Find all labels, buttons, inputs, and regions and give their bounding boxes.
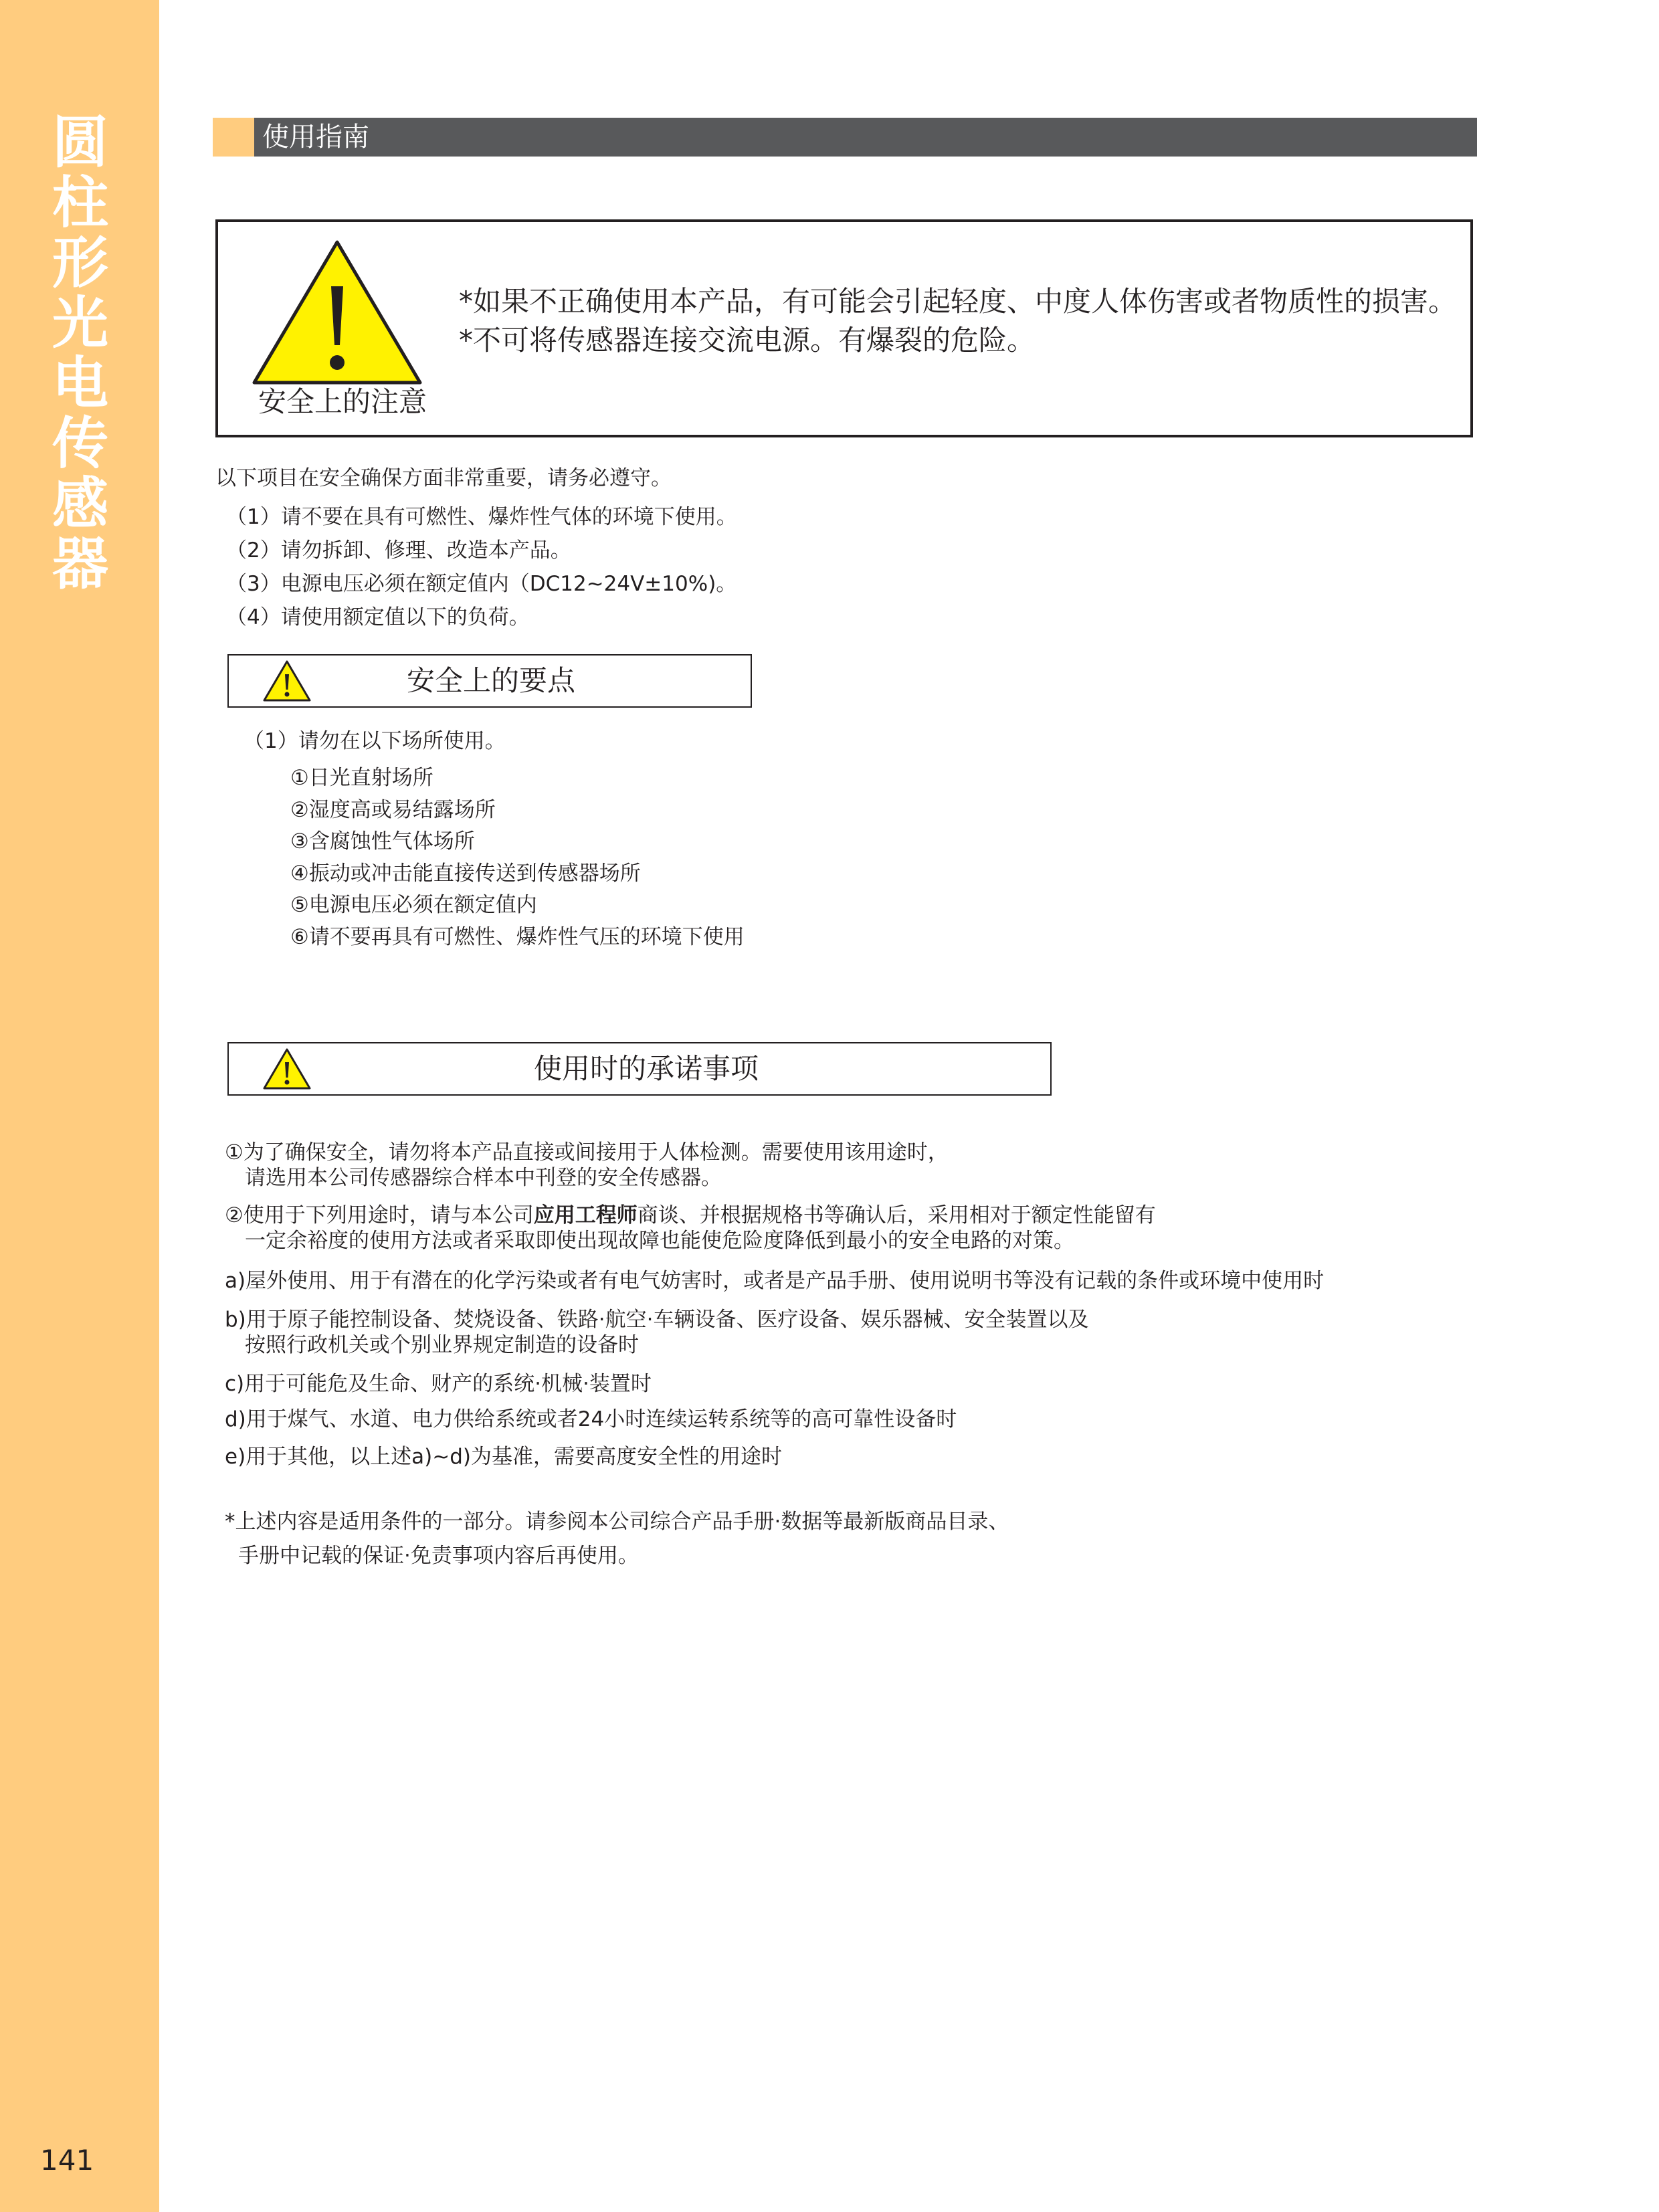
usage-item-b-line-1: b)用于原子能控制设备、焚烧设备、铁路·航空·车辆设备、医疗设备、娱乐器械、安全装置以及	[225, 1308, 1089, 1332]
note-line-1: *上述内容是适用条件的一部分。请参阅本公司综合产品手册·数据等最新版商品目录、	[225, 1510, 1009, 1534]
list-item: ⑤电源电压必须在额定值内	[290, 893, 537, 918]
list-item: ①日光直射场所	[290, 766, 433, 790]
list-item: （4）请使用额定值以下的负荷。	[226, 605, 530, 629]
list-item: （2）请勿拆卸、修理、改造本产品。	[226, 538, 571, 563]
usage-item-1-line-2: 请选用本公司传感器综合样本中刊登的安全传感器。	[245, 1166, 722, 1190]
list-item: ②湿度高或易结露场所	[290, 797, 496, 822]
usage-item-1-line-1: ①为了确保安全，请勿将本产品直接或间接用于人体检测。需要使用该用途时，	[225, 1140, 949, 1165]
usage-item-e: e)用于其他，以上述a)~d)为基准，需要高度安全性的用途时	[225, 1445, 783, 1469]
warning-box	[215, 219, 1473, 437]
usage-box	[227, 1042, 1052, 1096]
usage-item-c: c)用于可能危及生命、财产的系统·机械·装置时	[225, 1372, 652, 1396]
page-number: 141	[40, 2144, 94, 2177]
list-item: ④振动或冲击能直接传送到传感器场所	[290, 861, 641, 886]
usage-item-d: d)用于煤气、水道、电力供给系统或者24小时连续运转系统等的高可靠性设备时	[225, 1407, 957, 1431]
list-item: ⑥请不要再具有可燃性、爆炸性气压的环境下使用	[290, 924, 745, 949]
list-item: ③含腐蚀性气体场所	[290, 829, 475, 854]
usage-label: 使用时的承诺事项	[534, 1052, 759, 1085]
warning-line-1: *如果不正确使用本产品，有可能会引起轻度、中度人体伤害或者物质性的损害。	[459, 285, 1457, 318]
usage-item-a: a)屋外使用、用于有潜在的化学污染或者有电气妨害时，或者是产品手册、使用说明书等没有记载的条件或环境中使用时	[225, 1269, 1325, 1293]
list-item: （1）请不要在具有可燃性、爆炸性气体的环境下使用。	[226, 505, 737, 529]
warning-line-2: *不可将传感器连接交流电源。有爆裂的危险。	[459, 324, 1036, 357]
list-item: （3）电源电压必须在额定值内（DC12~24V±10%)。	[226, 572, 737, 596]
rule-list	[226, 500, 737, 634]
warning-triangle-icon	[250, 238, 424, 387]
usage-item-b-line-2: 按照行政机关或个别业界规定制造的设备时	[245, 1333, 639, 1357]
usage-item-2-line-1: ②使用于下列用途时，请与本公司应用工程师商谈、并根据规格书等确认后，采用相对于额定性能留有	[225, 1203, 1156, 1227]
safety-points-label: 安全上的要点	[407, 664, 576, 697]
safety-points-box	[227, 654, 752, 708]
section-header-accent	[213, 118, 254, 157]
places-heading: （1）请勿在以下场所使用。	[243, 729, 506, 753]
places-list	[290, 763, 745, 954]
section-header	[213, 118, 1477, 157]
warning-label: 安全上的注意	[258, 385, 427, 418]
note-line-2: 手册中记载的保证·免责事项内容后再使用。	[238, 1544, 639, 1568]
emphasis-text: 应用工程师	[533, 1203, 638, 1227]
sidebar-title: 圆柱形光电传感器	[52, 110, 108, 597]
warning-triangle-icon	[262, 660, 312, 702]
intro-text: 以下项目在安全确保方面非常重要，请务必遵守。	[215, 466, 672, 490]
sidebar-band	[0, 0, 159, 2212]
usage-item-2-line-2: 一定余裕度的使用方法或者采取即使出现故障也能使危险度降低到最小的安全电路的对策。	[245, 1229, 1074, 1253]
section-title: 使用指南	[262, 122, 369, 153]
warning-triangle-icon	[262, 1047, 312, 1090]
